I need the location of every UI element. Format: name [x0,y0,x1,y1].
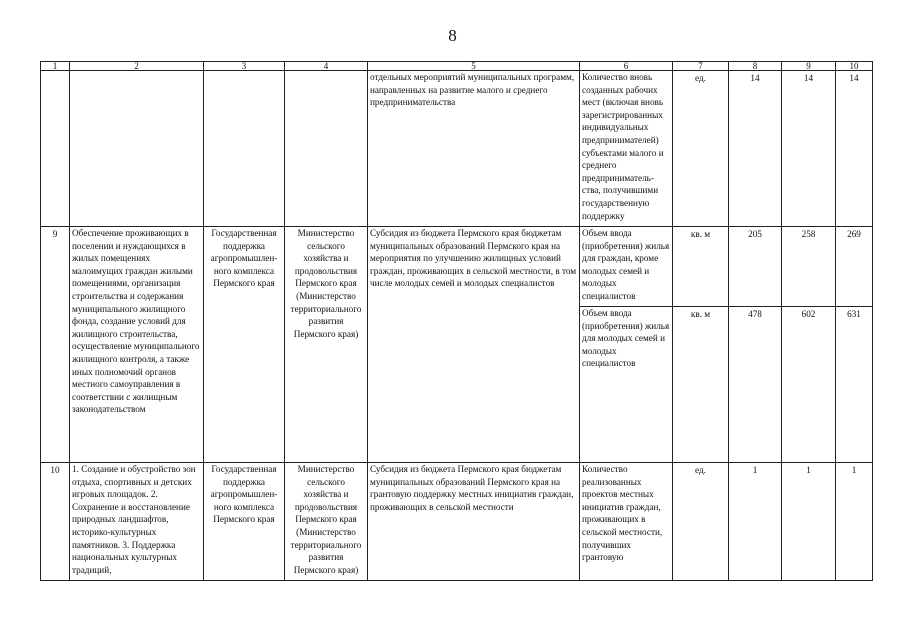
indicator-cell: Количество реализованных проектов местных инициатив граждан, проживающих в сельской местности, получивших грантовую [580,463,673,581]
col-header-3: 3 [204,62,285,71]
program-cell: Государственная поддержка агропромышлен-ного комплекса Пермского края [204,463,285,581]
unit-cell: ед. [673,463,729,581]
ministry-cell: Министерство сельского хозяйства и продовольствия Пермского края (Министерство территориального развития Пермского края) [285,463,368,581]
unit-cell: кв. м [673,227,729,307]
ministry-cell: Министерство сельского хозяйства и продовольствия Пермского края (Министерство территориального развития Пермского края) [285,227,368,463]
value-cell: 258 [782,227,836,307]
program-cell: Государственная поддержка агропромышлен-ного комплекса Пермского края [204,227,285,463]
value-cell: 14 [729,71,782,227]
indicator-cell: Количество вновь созданных рабочих мест (включая вновь зарегистрированных индивидуальных предпринимателей) субъектами малого и среднего предприниматель-ства, получившими государственную поддержку [580,71,673,227]
unit-cell: кв. м [673,307,729,463]
indicators-table [40,61,873,581]
value-cell: 14 [836,71,873,227]
table-row [41,227,873,307]
value-cell: 602 [782,307,836,463]
row-number-cell: 10 [41,463,70,581]
indicator-cell: Объем ввода (приобретения) жилья для граждан, кроме молодых семей и молодых специалистов [580,227,673,307]
col-header-10: 10 [836,62,873,71]
col-header-6: 6 [580,62,673,71]
col-header-7: 7 [673,62,729,71]
value-cell: 269 [836,227,873,307]
col-header-4: 4 [285,62,368,71]
value-cell: 478 [729,307,782,463]
indicator-cell: Объем ввода (приобретения) жилья для молодых семей и молодых специалистов [580,307,673,463]
row-number-cell [41,71,70,227]
ministry-cell [285,71,368,227]
column-number-row [41,62,873,71]
event-cell: Субсидия из бюджета Пермского края бюджетам муниципальных образований Пермского края на мероприятия по улучшению жилищных условий граждан, проживающих в сельской местности, в том числе молодых семей и молодых специалистов [368,227,580,463]
direction-cell [70,71,204,227]
value-cell: 1 [836,463,873,581]
col-header-1: 1 [41,62,70,71]
value-cell: 1 [782,463,836,581]
program-cell [204,71,285,227]
table-row [41,71,873,227]
value-cell: 1 [729,463,782,581]
direction-cell: 1. Создание и обустройство зон отдыха, спортивных и детских игровых площадок. 2. Сохранение и восстановление природных ландшафтов, историко-культурных памятников. 3. Поддержка национальных культурных традиций, [70,463,204,581]
table-row [41,463,873,581]
col-header-8: 8 [729,62,782,71]
direction-cell: Обеспечение проживающих в поселении и нуждающихся в жилых помещениях малоимущих граждан жилыми помещениями, организация строительства и содержания муниципального жилищного фонда, создание условий для жилищного строительства, осуществление муниципального жилищного контроля, а также иных полномочий органов местного самоуправления в соответствии с жилищным законодательством [70,227,204,463]
row-number-cell: 9 [41,227,70,463]
value-cell: 205 [729,227,782,307]
value-cell: 631 [836,307,873,463]
event-cell: отдельных мероприятий муниципальных программ, направленных на развитие малого и среднего предпринимательства [368,71,580,227]
col-header-2: 2 [70,62,204,71]
col-header-9: 9 [782,62,836,71]
value-cell: 14 [782,71,836,227]
unit-cell: ед. [673,71,729,227]
page-number: 8 [448,26,457,45]
col-header-5: 5 [368,62,580,71]
event-cell: Субсидия из бюджета Пермского края бюджетам муниципальных образований Пермского края на грантовую поддержку местных инициатив граждан, проживающих в сельской местности [368,463,580,581]
